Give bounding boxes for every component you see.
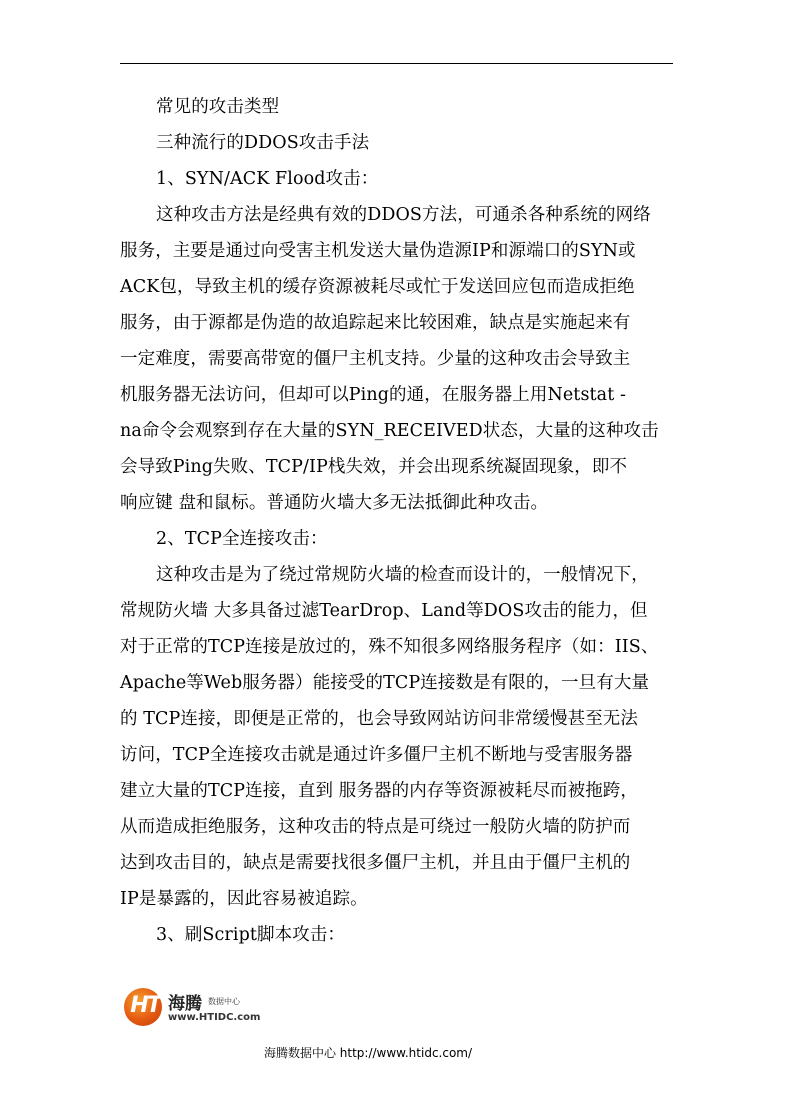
logo-url: www.HTIDC.com (168, 1012, 261, 1023)
paragraph-line: 从而造成拒绝服务，这种攻击的特点是可绕过一般防火墙的防护而 (120, 817, 631, 837)
paragraph-line: na命令会观察到存在大量的SYN_RECEIVED状态，大量的这种攻击 (120, 421, 659, 441)
paragraph-line: 这种攻击是为了绕过常规防火墙的检查而设计的，一般情况下， (156, 565, 649, 585)
paragraph-line: 达到攻击目的，缺点是需要找很多僵尸主机，并且由于僵尸主机的 (120, 853, 631, 873)
logo-mark: HT (130, 993, 160, 1018)
paragraph-line: 常规防火墙 大多具备过滤TearDrop、Land等DOS攻击的能力，但 (120, 601, 648, 621)
header-rule (120, 63, 673, 64)
item-heading-script: 3、刷Script脚本攻击： (156, 925, 346, 945)
page-footer (0, 1044, 792, 1061)
paragraph-line: 这种攻击方法是经典有效的DDOS方法，可通杀各种系统的网络 (156, 205, 651, 225)
paragraph-line: 一定难度，需要高带宽的僵尸主机支持。少量的这种攻击会导致主 (120, 349, 631, 369)
paragraph-line: 建立大量的TCP连接，直到 服务器的内存等资源被耗尽而被拖跨， (120, 781, 638, 801)
paragraph-line: 的 TCP连接，即便是正常的，也会导致网站访问非常缓慢甚至无法 (120, 709, 638, 729)
logo-name: 海腾 (168, 994, 202, 1014)
paragraph-line: 服务，主要是通过向受害主机发送大量伪造源IP和源端口的SYN或 (120, 241, 636, 261)
paragraph-line: 服务，由于源都是伪造的故追踪起来比较困难，缺点是实施起来有 (120, 313, 631, 333)
paragraph-line: 机服务器无法访问，但却可以Ping的通，在服务器上用Netstat - (120, 385, 626, 405)
paragraph-line: 对于正常的TCP连接是放过的，殊不知很多网络服务程序（如：IIS、 (120, 637, 659, 657)
section-title: 常见的攻击类型 (156, 97, 280, 117)
paragraph-line: 会导致Ping失败、TCP/IP栈失效，并会出现系统凝固现象，即不 (120, 457, 628, 477)
subsection-title: 三种流行的DDOS攻击手法 (156, 133, 370, 153)
paragraph-line: ACK包，导致主机的缓存资源被耗尽或忙于发送回应包而造成拒绝 (120, 277, 635, 297)
htidc-logo (124, 986, 294, 1032)
paragraph-line: IP是暴露的，因此容易被追踪。 (120, 889, 368, 909)
item-heading-syn-ack: 1、SYN/ACK Flood攻击： (156, 169, 379, 189)
logo-subtitle: 数据中心 (208, 997, 240, 1006)
paragraph-line: 响应键 盘和鼠标。普通防火墙大多无法抵御此种攻击。 (120, 493, 549, 513)
paragraph-line: 访问，TCP全连接攻击就是通过许多僵尸主机不断地与受害服务器 (120, 745, 633, 765)
paragraph-line: Apache等Web服务器）能接受的TCP连接数是有限的，一旦有大量 (120, 673, 650, 693)
item-heading-tcp: 2、TCP全连接攻击： (156, 529, 328, 549)
footer-text: 海腾数据中心 http://www.htidc.com/ (263, 1046, 473, 1060)
